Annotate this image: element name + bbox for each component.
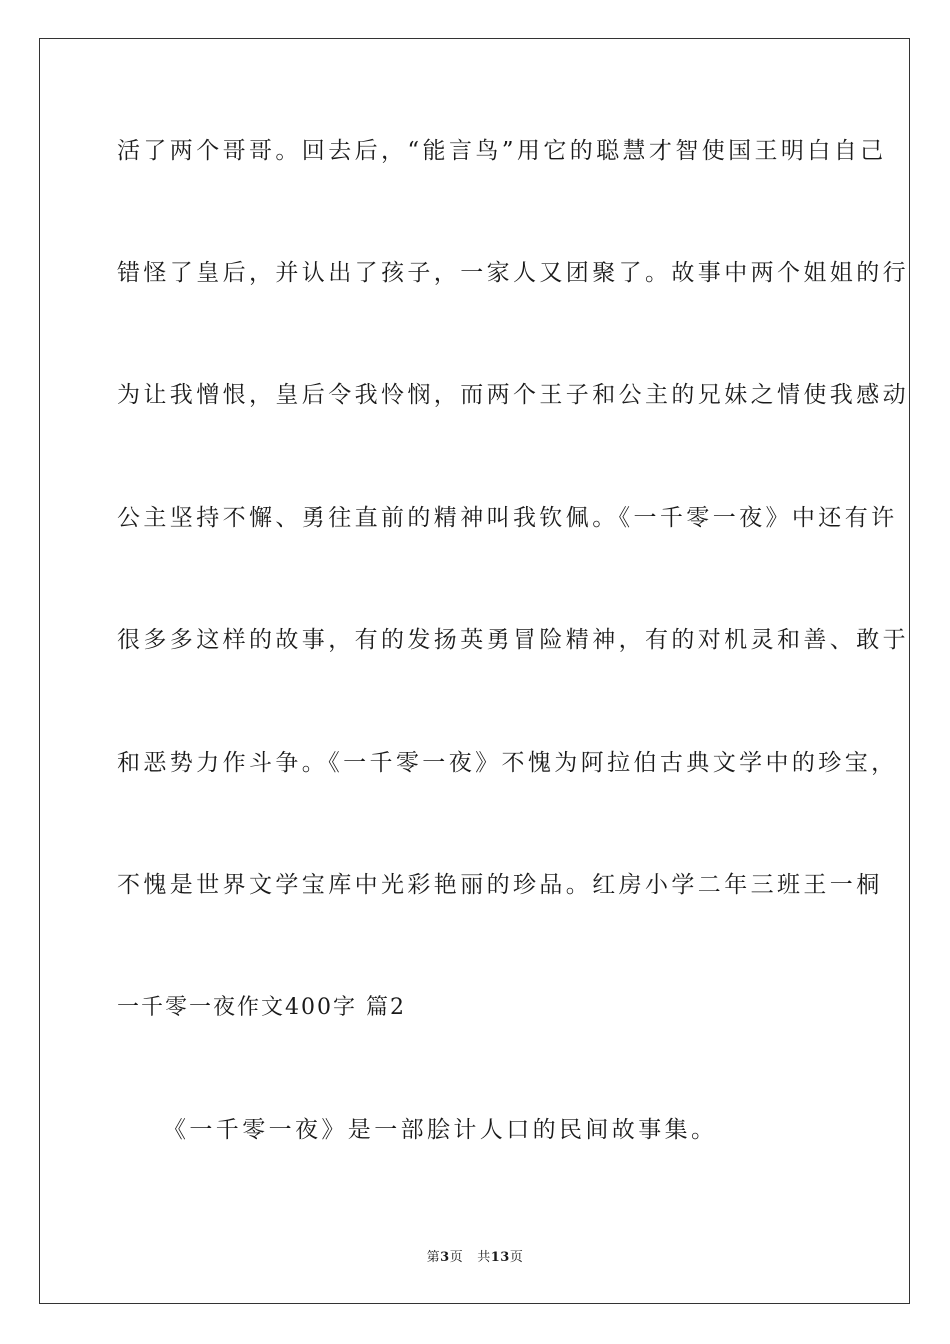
- total-label: 共13页: [477, 1250, 524, 1265]
- body-line-6: 和恶势力作斗争。《一千零一夜》不愧为阿拉伯古典文学中的珍宝，: [117, 750, 898, 776]
- page-label: 第3页: [426, 1250, 464, 1265]
- body-line-2: 错怪了皇后，并认出了孩子，一家人又团聚了。故事中两个姐姐的行: [117, 260, 909, 286]
- body-line-5: 很多多这样的故事，有的发扬英勇冒险精神，有的对机灵和善、敢于: [117, 627, 909, 653]
- body-line-1: 活了两个哥哥。回去后，“能言鸟”用它的聪慧才智使国王明白自己: [117, 138, 887, 164]
- page-number: 3: [440, 1250, 450, 1265]
- intro-line: 《一千零一夜》是一部脍计人口的民间故事集。: [163, 1117, 718, 1143]
- section-heading: 一千零一夜作文400字 篇2: [117, 995, 406, 1020]
- page-footer: [0, 1246, 950, 1265]
- body-line-7: 不愧是世界文学宝库中光彩艳丽的珍品。红房小学二年三班王一桐: [117, 872, 883, 898]
- total-pages: 13: [490, 1250, 510, 1265]
- body-line-4: 公主坚持不懈、勇往直前的精神叫我钦佩。《一千零一夜》中还有许: [117, 505, 898, 531]
- body-line-3: 为让我憎恨，皇后令我怜悯，而两个王子和公主的兄妹之情使我感动: [117, 382, 909, 408]
